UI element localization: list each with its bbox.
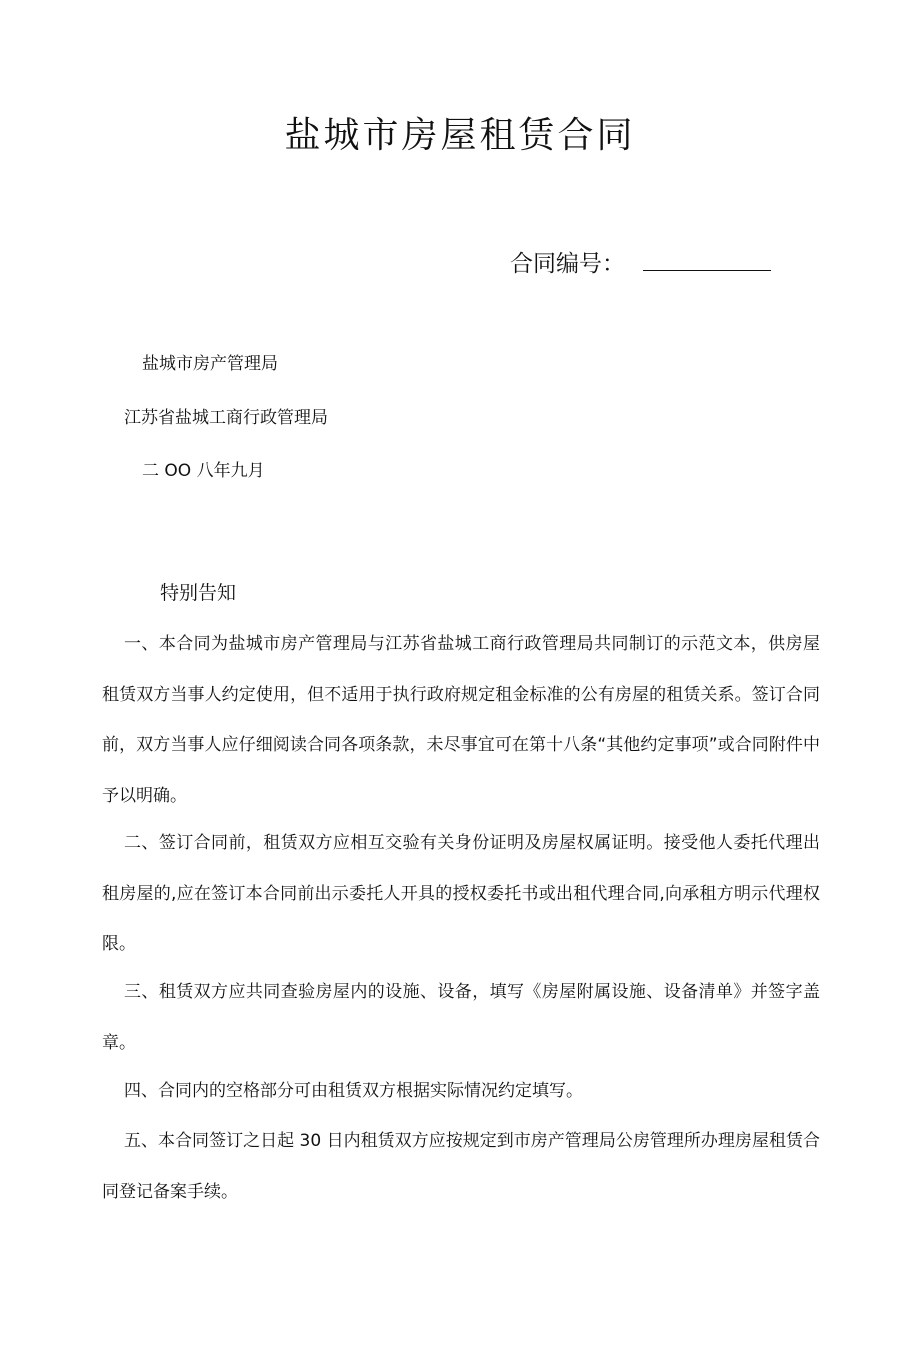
notice-paragraph-4: 四、合同内的空格部分可由租赁双方根据实际情况约定填写。: [124, 1081, 583, 1101]
notice-paragraph-1: 一、本合同为盐城市房产管理局与江苏省盐城工商行政管理局共同制订的示范文本，供房屋租赁双方当事人约定使用，但不适用于执行政府规定租金标准的公有房屋的租赁关系。签订合同前，双方当事人应仔细阅读合同各项条款，未尽事宜可在第十八条“其他约定事项”或合同附件中予以明确。: [102, 634, 820, 806]
issue-date: 二 OO 八年九月: [142, 461, 265, 481]
notice-paragraph-2: 二、签订合同前，租赁双方应相互交验有关身份证明及房屋权属证明。接受他人委托代理出租房屋的,应在签订本合同前出示委托人开具的授权委托书或出租代理合同,向承租方明示代理权限。: [102, 833, 820, 954]
contract-number-label: 合同编号：: [510, 251, 625, 277]
notice-heading: 特别告知: [160, 582, 237, 604]
issuer-commerce-bureau: 江苏省盐城工商行政管理局: [124, 408, 328, 428]
notice-paragraph-3: 三、租赁双方应共同查验房屋内的设施、设备，填写《房屋附属设施、设备清单》并签字盖章。: [102, 982, 820, 1053]
notice-paragraph-5: 五、本合同签订之日起 30 日内租赁双方应按规定到市房产管理局公房管理所办理房屋租赁合同登记备案手续。: [102, 1131, 820, 1202]
document-title: 盐城市房屋租赁合同: [284, 115, 636, 156]
contract-number: [510, 248, 771, 280]
contract-number-blank: [643, 248, 771, 271]
issuer-housing-bureau: 盐城市房产管理局: [142, 354, 278, 374]
